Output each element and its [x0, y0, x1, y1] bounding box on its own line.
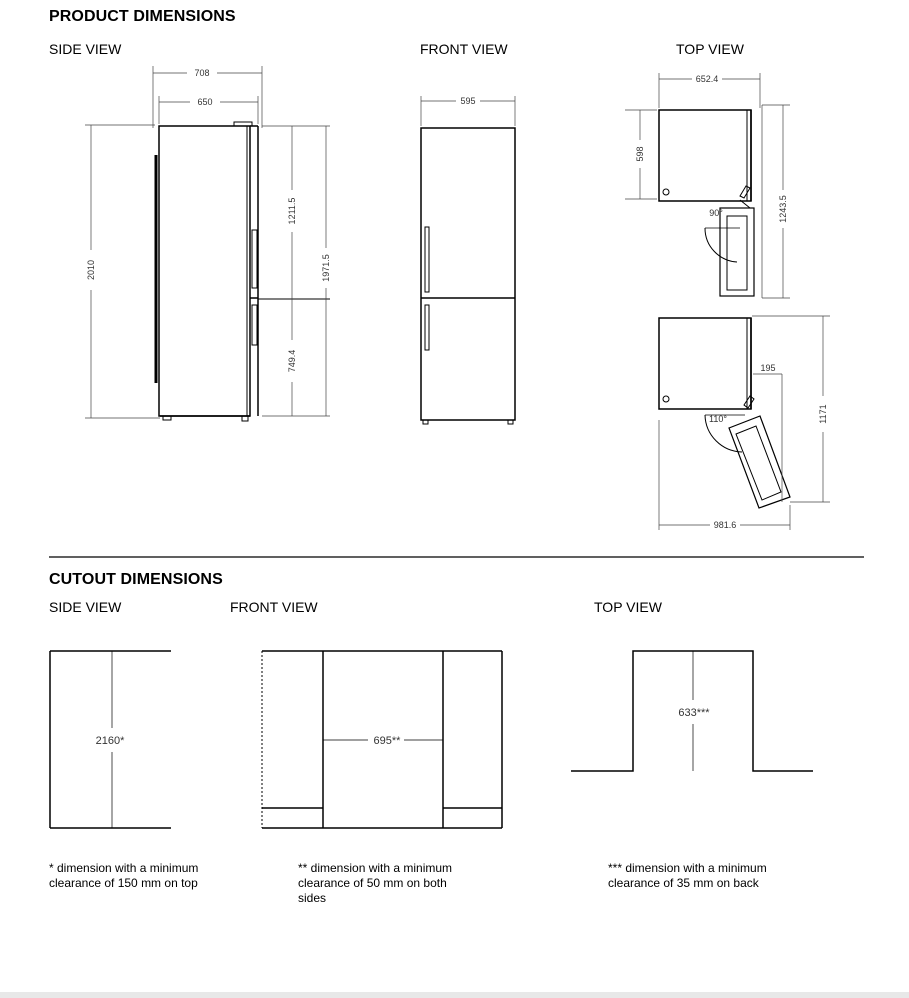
cutout-front-view-label: FRONT VIEW — [230, 599, 318, 615]
page-footer-bar — [0, 992, 909, 998]
dim-height-cabinet: 1971.5 — [321, 254, 331, 282]
cutout-side-view-label: SIDE VIEW — [49, 599, 122, 615]
dim-top-height: 598 — [635, 146, 645, 162]
note-side: * dimension with a minimum clearance of 150 mm on top — [49, 861, 199, 890]
dim-cutout-depth: 633*** — [678, 707, 710, 719]
product-front-view-label: FRONT VIEW — [420, 41, 508, 57]
dim-angle-90: 90° — [709, 208, 723, 218]
dim-height-total: 2010 — [86, 259, 96, 281]
side-view-fridge — [156, 122, 330, 421]
cutout-dimensions-title: CUTOUT DIMENSIONS — [49, 571, 223, 588]
note-front: ** dimension with a minimum clearance of 50 mm on both sides — [298, 861, 453, 905]
dim-depth-overall: 708 — [194, 68, 210, 78]
top-view-110-fridge — [659, 318, 790, 508]
dim-depth-cabinet: 650 — [197, 97, 213, 107]
dim-height-fridge: 1211.5 — [287, 197, 297, 225]
dim-height-freezer: 749.4 — [287, 349, 297, 373]
dim-open-110-width: 981.6 — [713, 520, 737, 530]
product-top-view-label: TOP VIEW — [676, 41, 744, 57]
front-view-fridge — [421, 128, 515, 424]
product-dimensions-title: PRODUCT DIMENSIONS — [49, 8, 236, 25]
top-view-90-fridge — [659, 110, 754, 296]
dim-top-depth: 652.4 — [695, 74, 719, 84]
dim-cutout-height: 2160* — [95, 735, 125, 747]
dim-door-offset: 195 — [760, 363, 776, 373]
dim-cutout-width: 695** — [373, 735, 401, 747]
dim-open-110-depth: 1171 — [818, 404, 828, 424]
dim-open-90: 1243.5 — [778, 195, 788, 223]
cutout-top-view-label: TOP VIEW — [594, 599, 662, 615]
dim-angle-110: 110° — [709, 414, 727, 424]
product-side-view-label: SIDE VIEW — [49, 41, 122, 57]
dim-width: 595 — [460, 96, 476, 106]
note-top: *** dimension with a minimum clearance of 35 mm on back — [608, 861, 767, 890]
